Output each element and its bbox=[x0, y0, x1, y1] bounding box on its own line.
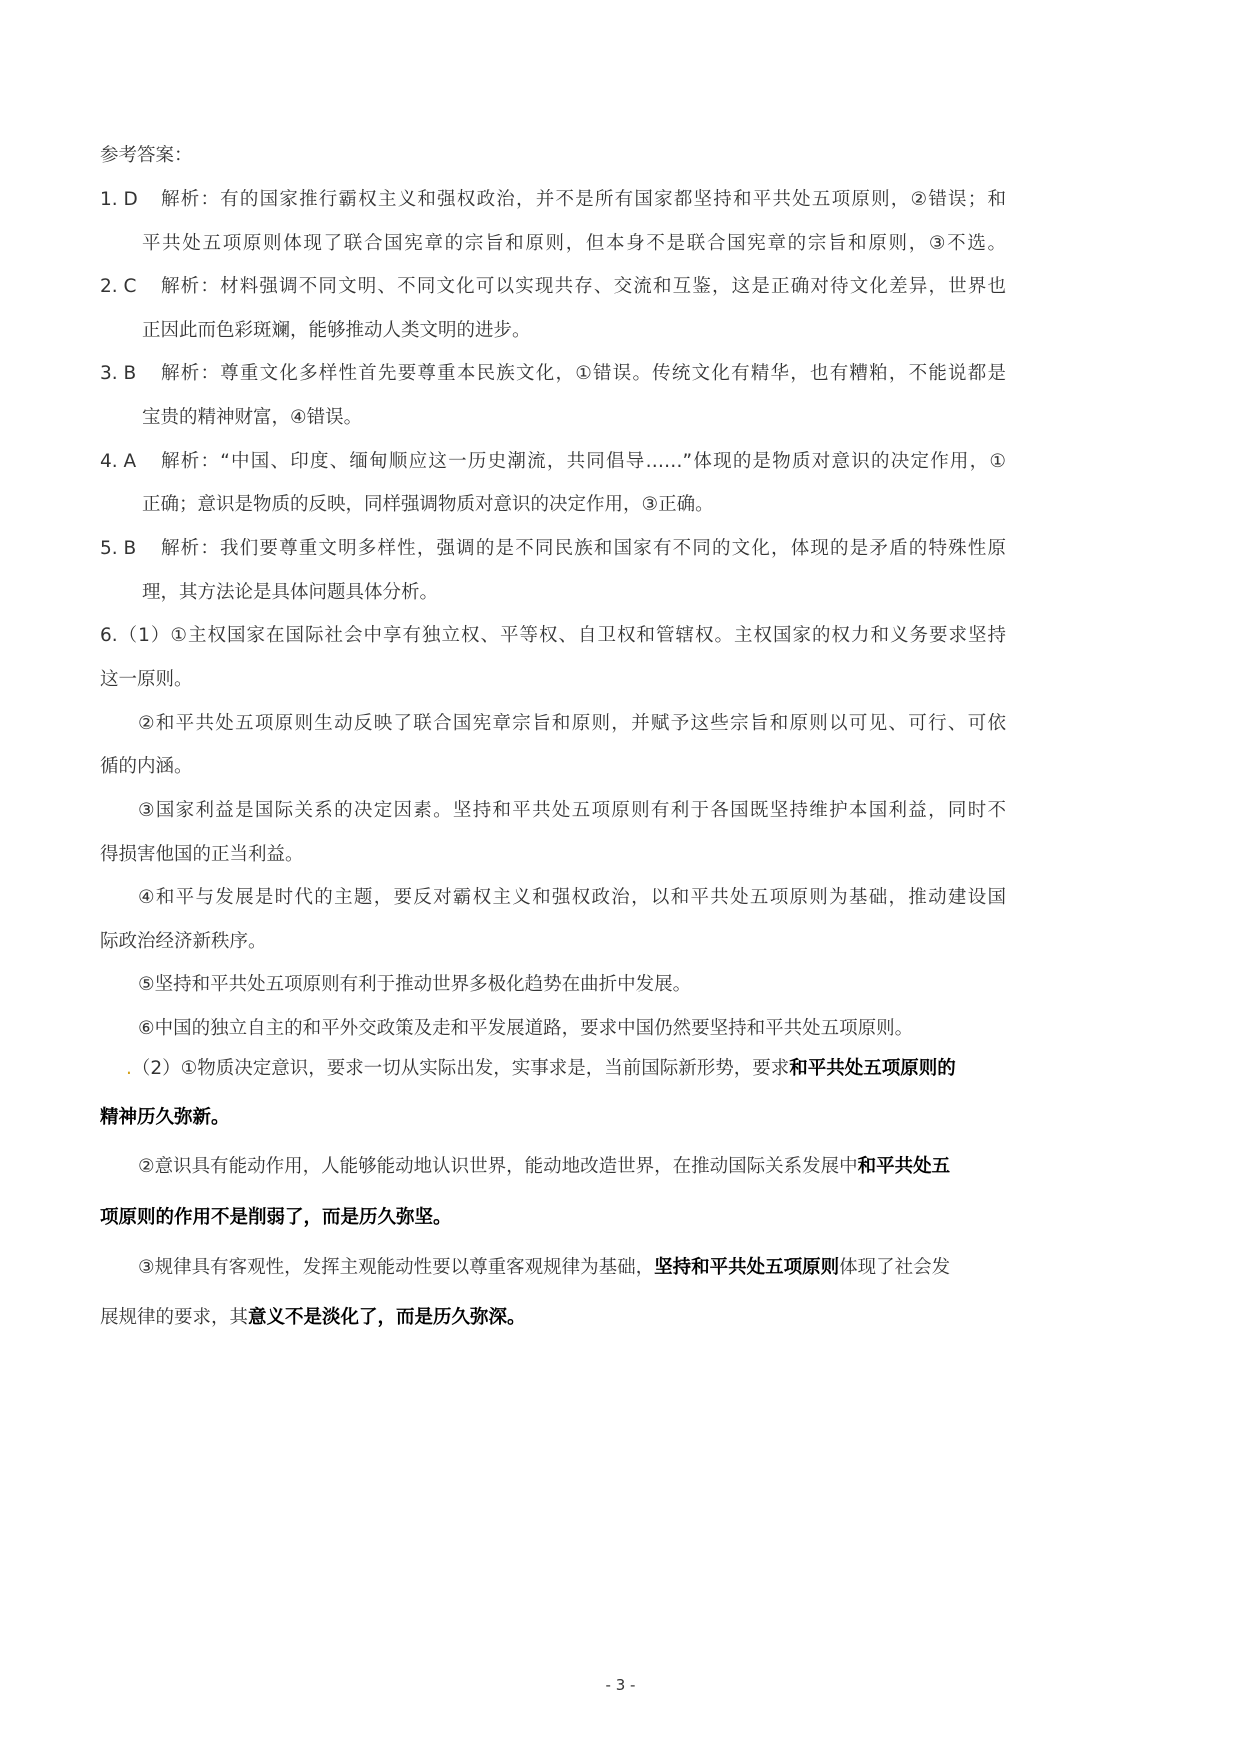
q6-s1-line2: 精神历久弥新。 bbox=[100, 1107, 230, 1128]
q6-s3-bold: 坚持和平共处五项原则 bbox=[654, 1257, 840, 1278]
q2-line1: 解析：材料强调不同文明、不同文化可以实现共存、交流和互鉴，这是正确对待文化差异，世界也 bbox=[161, 276, 1006, 297]
q6-p5: ⑤坚持和平共处五项原则有利于推动世界多极化趋势在曲折中发展。 bbox=[138, 974, 692, 995]
q1-number: 1. D bbox=[100, 189, 138, 210]
q2-number: 2. C bbox=[100, 276, 137, 297]
q3-line1: 解析：尊重文化多样性首先要尊重本民族文化，①错误。传统文化有精华，也有糟粕，不能说都是 bbox=[161, 363, 1006, 384]
q4-number: 4. A bbox=[100, 451, 137, 472]
heading: 参考答案： bbox=[100, 145, 193, 166]
q1-line1: 解析：有的国家推行霸权主义和强权政治，并不是所有国家都坚持和平共处五项原则，②错误；和 bbox=[161, 189, 1006, 210]
q6-p3-line1: ③国家利益是国际关系的决定因素。坚持和平共处五项原则有利于各国既坚持维护本国利益，同时不 bbox=[138, 800, 1006, 821]
q6-s3-text3: 展规律的要求，其 bbox=[100, 1307, 249, 1328]
q6-p4-line1: ④和平与发展是时代的主题，要反对霸权主义和强权政治，以和平共处五项原则为基础，推动建设国 bbox=[138, 887, 1006, 908]
q4-line2: 正确；意识是物质的反映，同样强调物质对意识的决定作用，③正确。 bbox=[142, 494, 714, 515]
page-number: - 3 - bbox=[605, 1676, 636, 1694]
q6-s3-line1 bbox=[138, 1256, 950, 1280]
q6-s2-line2: 项原则的作用不是削弱了，而是历久弥坚。 bbox=[100, 1207, 452, 1228]
q2-line2: 正因此而色彩斑斓，能够推动人类文明的进步。 bbox=[142, 320, 531, 341]
q6-p3-line2: 得损害他国的正当利益。 bbox=[100, 844, 304, 865]
q6-p2-line2: 循的内涵。 bbox=[100, 756, 193, 777]
q5-line2: 理，其方法论是具体问题具体分析。 bbox=[142, 582, 439, 603]
q5-number: 5. B bbox=[100, 538, 137, 559]
q6-s2-text: ②意识具有能动作用，人能够能动地认识世界，能动地改造世界，在推动国际关系发展中 bbox=[138, 1156, 858, 1177]
q6-s1-text: （2）①物质决定意识，要求一切从实际出发，实事求是，当前国际新形势，要求 bbox=[131, 1058, 790, 1079]
q6-s3-text2: 体现了社会发 bbox=[839, 1257, 951, 1278]
q6-s1-line1: .（2）①物质决定意识，要求一切从实际出发，实事求是，当前国际新形势，要求和平共处五项原则的 bbox=[126, 1058, 956, 1079]
q6-p1-line2: 这一原则。 bbox=[100, 669, 193, 690]
q3-number: 3. B bbox=[100, 363, 137, 384]
q6-p4-line2: 际政治经济新秩序。 bbox=[100, 931, 267, 952]
q6-s1-bold: 和平共处五项原则的 bbox=[789, 1058, 956, 1079]
q4-line1: 解析：“中国、印度、缅甸顺应这一历史潮流，共同倡导……”体现的是物质对意识的决定作用，① bbox=[161, 451, 1006, 472]
q3-line2: 宝贵的精神财富，④错误。 bbox=[142, 407, 363, 428]
q6-s3-bold2: 意义不是淡化了，而是历久弥深。 bbox=[248, 1307, 526, 1328]
q6-s3-line2 bbox=[100, 1306, 526, 1330]
q6-s2-line1 bbox=[138, 1155, 950, 1179]
q6-p6: ⑥中国的独立自主的和平外交政策及走和平发展道路，要求中国仍然要坚持和平共处五项原则。 bbox=[138, 1018, 914, 1039]
q1-line2: 平共处五项原则体现了联合国宪章的宗旨和原则，但本身不是联合国宪章的宗旨和原则，③不选。 bbox=[142, 233, 1006, 254]
q5-line1: 解析：我们要尊重文明多样性，强调的是不同民族和国家有不同的文化，体现的是矛盾的特殊性原 bbox=[161, 538, 1006, 559]
q6-p2-line1: ②和平共处五项原则生动反映了联合国宪章宗旨和原则，并赋予这些宗旨和原则以可见、可行、可依 bbox=[138, 713, 1006, 734]
q6-p1-line1: 6.（1）①主权国家在国际社会中享有独立权、平等权、自卫权和管辖权。主权国家的权力和义务要求坚持 bbox=[100, 625, 1006, 646]
q6-s3-text: ③规律具有客观性，发挥主观能动性要以尊重客观规律为基础， bbox=[138, 1257, 655, 1278]
q6-s2-bold: 和平共处五 bbox=[857, 1156, 951, 1177]
